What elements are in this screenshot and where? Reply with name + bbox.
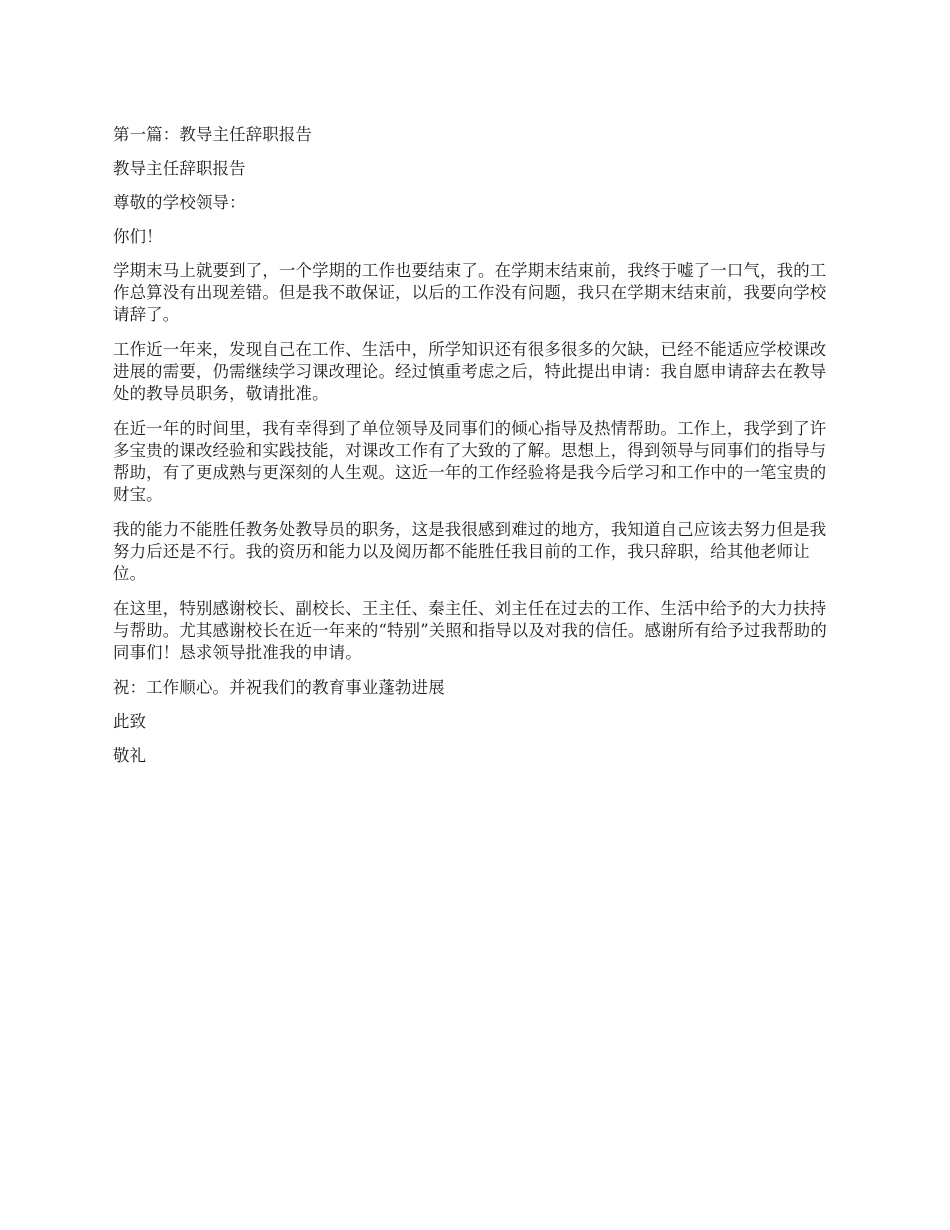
body-paragraph: 在近一年的时间里，我有幸得到了单位领导及同事们的倾心指导及热情帮助。工作上，我学到了许多宝贵的课改经验和实践技能，对课改工作有了大致的了解。思想上，得到领导与同事们的指导与帮助，有了更成熟与更深刻的人生观。这近一年的工作经验将是我今后学习和工作中的一笔宝贵的财宝。 [113, 419, 827, 504]
report-title: 教导主任辞职报告 [113, 159, 246, 178]
salutation: 尊敬的学校领导： [113, 193, 246, 212]
body-paragraph: 在这里，特别感谢校长、副校长、王主任、秦主任、刘主任在过去的工作、生活中给予的大力扶持与帮助。尤其感谢校长在近一年来的“特别”关照和指导以及对我的信任。感谢所有给予过我帮助的同事们！恳求领导批准我的申请。 [113, 599, 827, 662]
closing-line: 此致 [113, 712, 147, 731]
body-paragraph: 我的能力不能胜任教务处教导员的职务，这是我很感到难过的地方，我知道自己应该去努力但是我努力后还是不行。我的资历和能力以及阅历都不能胜任我目前的工作，我只辞职，给其他老师让位。 [113, 520, 827, 583]
body-paragraph: 工作近一年来，发现自己在工作、生活中，所学知识还有很多很多的欠缺，已经不能适应学校课改进展的需要，仍需继续学习课改理论。经过慎重考虑之后，特此提出申请：我自愿申请辞去在教导处的教导员职务，敬请批准。 [113, 340, 827, 403]
document-body [113, 124, 840, 779]
body-paragraph: 学期末马上就要到了，一个学期的工作也要结束了。在学期末结束前，我终于嘘了一口气，我的工作总算没有出现差错。但是我不敢保证，以后的工作没有问题，我只在学期末结束前，我要向学校请辞了。 [113, 261, 827, 324]
closing-regards: 敬礼 [113, 746, 147, 765]
greeting: 你们！ [113, 227, 163, 246]
wishes-line: 祝：工作顺心。并祝我们的教育事业蓬勃进展 [113, 678, 445, 697]
section-title: 第一篇：教导主任辞职报告 [113, 125, 313, 144]
